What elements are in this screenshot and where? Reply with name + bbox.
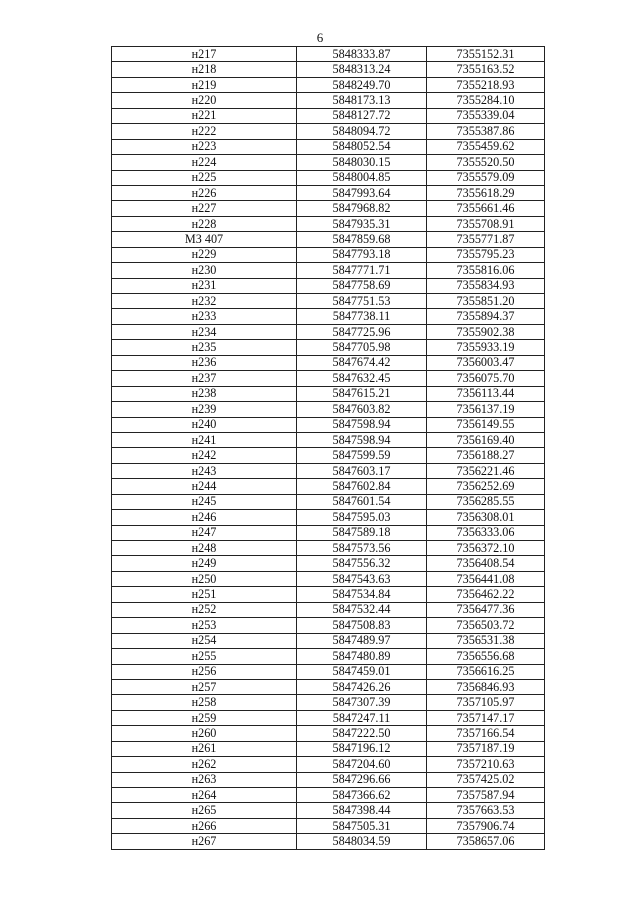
- point-id-cell: н253: [112, 618, 297, 633]
- table-row: [112, 679, 545, 694]
- x-coordinate-cell: 5848094.72: [297, 124, 427, 139]
- x-coordinate-cell: 5847543.63: [297, 571, 427, 586]
- table-row: [112, 479, 545, 494]
- point-id-cell: н233: [112, 309, 297, 324]
- point-id-cell: н231: [112, 278, 297, 293]
- x-coordinate-cell: 5847993.64: [297, 185, 427, 200]
- x-coordinate-cell: 5847489.97: [297, 633, 427, 648]
- x-coordinate-cell: 5848333.87: [297, 47, 427, 62]
- x-coordinate-cell: 5847598.94: [297, 432, 427, 447]
- point-id-cell: н247: [112, 525, 297, 540]
- point-id-cell: н223: [112, 139, 297, 154]
- x-coordinate-cell: 5848004.85: [297, 170, 427, 185]
- x-coordinate-cell: 5847603.17: [297, 463, 427, 478]
- table-row: [112, 448, 545, 463]
- point-id-cell: н256: [112, 664, 297, 679]
- y-coordinate-cell: 7355520.50: [427, 155, 545, 170]
- table-row: [112, 803, 545, 818]
- table-row: [112, 185, 545, 200]
- x-coordinate-cell: 5847196.12: [297, 741, 427, 756]
- point-id-cell: н239: [112, 402, 297, 417]
- table-row: [112, 726, 545, 741]
- table-row: [112, 695, 545, 710]
- table-row: [112, 216, 545, 231]
- point-id-cell: МЗ 407: [112, 232, 297, 247]
- point-id-cell: н218: [112, 62, 297, 77]
- point-id-cell: н227: [112, 201, 297, 216]
- y-coordinate-cell: 7355661.46: [427, 201, 545, 216]
- x-coordinate-cell: 5847968.82: [297, 201, 427, 216]
- y-coordinate-cell: 7356531.38: [427, 633, 545, 648]
- coordinates-table: [111, 46, 545, 850]
- table-row: [112, 417, 545, 432]
- table-row: [112, 139, 545, 154]
- point-id-cell: н248: [112, 541, 297, 556]
- x-coordinate-cell: 5848249.70: [297, 77, 427, 92]
- point-id-cell: н265: [112, 803, 297, 818]
- table-row: [112, 649, 545, 664]
- x-coordinate-cell: 5847751.53: [297, 294, 427, 309]
- table-row: [112, 355, 545, 370]
- x-coordinate-cell: 5847935.31: [297, 216, 427, 231]
- point-id-cell: н232: [112, 294, 297, 309]
- x-coordinate-cell: 5848030.15: [297, 155, 427, 170]
- y-coordinate-cell: 7355163.52: [427, 62, 545, 77]
- y-coordinate-cell: 7356462.22: [427, 587, 545, 602]
- y-coordinate-cell: 7357147.17: [427, 710, 545, 725]
- y-coordinate-cell: 7355894.37: [427, 309, 545, 324]
- y-coordinate-cell: 7355816.06: [427, 263, 545, 278]
- x-coordinate-cell: 5848127.72: [297, 108, 427, 123]
- x-coordinate-cell: 5847601.54: [297, 494, 427, 509]
- point-id-cell: н226: [112, 185, 297, 200]
- table-row: [112, 741, 545, 756]
- point-id-cell: н240: [112, 417, 297, 432]
- y-coordinate-cell: 7355284.10: [427, 93, 545, 108]
- x-coordinate-cell: 5847598.94: [297, 417, 427, 432]
- y-coordinate-cell: 7357587.94: [427, 788, 545, 803]
- point-id-cell: н264: [112, 788, 297, 803]
- y-coordinate-cell: 7355459.62: [427, 139, 545, 154]
- table-row: [112, 710, 545, 725]
- y-coordinate-cell: 7356556.68: [427, 649, 545, 664]
- y-coordinate-cell: 7355152.31: [427, 47, 545, 62]
- table-row: [112, 571, 545, 586]
- y-coordinate-cell: 7356477.36: [427, 602, 545, 617]
- point-id-cell: н266: [112, 818, 297, 833]
- x-coordinate-cell: 5847771.71: [297, 263, 427, 278]
- table-row: [112, 62, 545, 77]
- y-coordinate-cell: 7356616.25: [427, 664, 545, 679]
- x-coordinate-cell: 5848313.24: [297, 62, 427, 77]
- x-coordinate-cell: 5847793.18: [297, 247, 427, 262]
- table-row: [112, 47, 545, 62]
- point-id-cell: н246: [112, 510, 297, 525]
- table-row: [112, 618, 545, 633]
- x-coordinate-cell: 5847426.26: [297, 679, 427, 694]
- point-id-cell: н224: [112, 155, 297, 170]
- y-coordinate-cell: 7356137.19: [427, 402, 545, 417]
- y-coordinate-cell: 7356308.01: [427, 510, 545, 525]
- y-coordinate-cell: 7355851.20: [427, 294, 545, 309]
- table-row: [112, 386, 545, 401]
- table-row: [112, 93, 545, 108]
- y-coordinate-cell: 7357425.02: [427, 772, 545, 787]
- point-id-cell: н254: [112, 633, 297, 648]
- coordinates-table-body: [112, 47, 545, 850]
- point-id-cell: н262: [112, 757, 297, 772]
- y-coordinate-cell: 7356003.47: [427, 355, 545, 370]
- table-row: [112, 324, 545, 339]
- y-coordinate-cell: 7356503.72: [427, 618, 545, 633]
- y-coordinate-cell: 7356285.55: [427, 494, 545, 509]
- table-row: [112, 757, 545, 772]
- point-id-cell: н252: [112, 602, 297, 617]
- x-coordinate-cell: 5847222.50: [297, 726, 427, 741]
- table-row: [112, 124, 545, 139]
- point-id-cell: н217: [112, 47, 297, 62]
- x-coordinate-cell: 5847204.60: [297, 757, 427, 772]
- table-row: [112, 340, 545, 355]
- x-coordinate-cell: 5848052.54: [297, 139, 427, 154]
- y-coordinate-cell: 7355339.04: [427, 108, 545, 123]
- table-row: [112, 402, 545, 417]
- table-row: [112, 170, 545, 185]
- table-row: [112, 247, 545, 262]
- x-coordinate-cell: 5847632.45: [297, 371, 427, 386]
- x-coordinate-cell: 5847615.21: [297, 386, 427, 401]
- point-id-cell: н222: [112, 124, 297, 139]
- x-coordinate-cell: 5847534.84: [297, 587, 427, 602]
- y-coordinate-cell: 7355618.29: [427, 185, 545, 200]
- table-row: [112, 772, 545, 787]
- table-row: [112, 463, 545, 478]
- y-coordinate-cell: 7357166.54: [427, 726, 545, 741]
- table-row: [112, 263, 545, 278]
- x-coordinate-cell: 5847603.82: [297, 402, 427, 417]
- x-coordinate-cell: 5847505.31: [297, 818, 427, 833]
- point-id-cell: н230: [112, 263, 297, 278]
- y-coordinate-cell: 7355218.93: [427, 77, 545, 92]
- table-row: [112, 525, 545, 540]
- point-id-cell: н238: [112, 386, 297, 401]
- y-coordinate-cell: 7356221.46: [427, 463, 545, 478]
- table-row: [112, 309, 545, 324]
- y-coordinate-cell: 7357210.63: [427, 757, 545, 772]
- y-coordinate-cell: 7357105.97: [427, 695, 545, 710]
- y-coordinate-cell: 7357663.53: [427, 803, 545, 818]
- point-id-cell: н221: [112, 108, 297, 123]
- x-coordinate-cell: 5848034.59: [297, 834, 427, 849]
- y-coordinate-cell: 7355795.23: [427, 247, 545, 262]
- x-coordinate-cell: 5847459.01: [297, 664, 427, 679]
- x-coordinate-cell: 5847738.11: [297, 309, 427, 324]
- y-coordinate-cell: 7355708.91: [427, 216, 545, 231]
- point-id-cell: н261: [112, 741, 297, 756]
- y-coordinate-cell: 7358657.06: [427, 834, 545, 849]
- y-coordinate-cell: 7356113.44: [427, 386, 545, 401]
- y-coordinate-cell: 7355771.87: [427, 232, 545, 247]
- table-row: [112, 232, 545, 247]
- point-id-cell: н259: [112, 710, 297, 725]
- point-id-cell: н244: [112, 479, 297, 494]
- point-id-cell: н237: [112, 371, 297, 386]
- y-coordinate-cell: 7355834.93: [427, 278, 545, 293]
- point-id-cell: н245: [112, 494, 297, 509]
- x-coordinate-cell: 5847859.68: [297, 232, 427, 247]
- y-coordinate-cell: 7356408.54: [427, 556, 545, 571]
- x-coordinate-cell: 5847573.56: [297, 541, 427, 556]
- point-id-cell: н249: [112, 556, 297, 571]
- point-id-cell: н250: [112, 571, 297, 586]
- point-id-cell: н220: [112, 93, 297, 108]
- table-row: [112, 602, 545, 617]
- table-row: [112, 818, 545, 833]
- point-id-cell: н234: [112, 324, 297, 339]
- table-row: [112, 494, 545, 509]
- x-coordinate-cell: 5847556.32: [297, 556, 427, 571]
- y-coordinate-cell: 7356252.69: [427, 479, 545, 494]
- y-coordinate-cell: 7357906.74: [427, 818, 545, 833]
- table-row: [112, 432, 545, 447]
- point-id-cell: н251: [112, 587, 297, 602]
- x-coordinate-cell: 5847296.66: [297, 772, 427, 787]
- point-id-cell: н242: [112, 448, 297, 463]
- y-coordinate-cell: 7356333.06: [427, 525, 545, 540]
- point-id-cell: н219: [112, 77, 297, 92]
- point-id-cell: н225: [112, 170, 297, 185]
- table-row: [112, 556, 545, 571]
- point-id-cell: н260: [112, 726, 297, 741]
- table-row: [112, 788, 545, 803]
- table-row: [112, 541, 545, 556]
- x-coordinate-cell: 5847366.62: [297, 788, 427, 803]
- table-row: [112, 294, 545, 309]
- point-id-cell: н236: [112, 355, 297, 370]
- point-id-cell: н257: [112, 679, 297, 694]
- x-coordinate-cell: 5847247.11: [297, 710, 427, 725]
- y-coordinate-cell: 7356441.08: [427, 571, 545, 586]
- x-coordinate-cell: 5848173.13: [297, 93, 427, 108]
- y-coordinate-cell: 7357187.19: [427, 741, 545, 756]
- point-id-cell: н263: [112, 772, 297, 787]
- x-coordinate-cell: 5847398.44: [297, 803, 427, 818]
- table-row: [112, 510, 545, 525]
- x-coordinate-cell: 5847674.42: [297, 355, 427, 370]
- y-coordinate-cell: 7356846.93: [427, 679, 545, 694]
- x-coordinate-cell: 5847758.69: [297, 278, 427, 293]
- y-coordinate-cell: 7356169.40: [427, 432, 545, 447]
- page-number: 6: [316, 30, 324, 45]
- y-coordinate-cell: 7355902.38: [427, 324, 545, 339]
- table-row: [112, 77, 545, 92]
- y-coordinate-cell: 7356075.70: [427, 371, 545, 386]
- point-id-cell: н243: [112, 463, 297, 478]
- x-coordinate-cell: 5847725.96: [297, 324, 427, 339]
- x-coordinate-cell: 5847602.84: [297, 479, 427, 494]
- point-id-cell: н255: [112, 649, 297, 664]
- y-coordinate-cell: 7356372.10: [427, 541, 545, 556]
- table-row: [112, 371, 545, 386]
- point-id-cell: н267: [112, 834, 297, 849]
- table-row: [112, 664, 545, 679]
- point-id-cell: н228: [112, 216, 297, 231]
- table-row: [112, 834, 545, 849]
- y-coordinate-cell: 7356149.55: [427, 417, 545, 432]
- x-coordinate-cell: 5847705.98: [297, 340, 427, 355]
- x-coordinate-cell: 5847532.44: [297, 602, 427, 617]
- x-coordinate-cell: 5847307.39: [297, 695, 427, 710]
- y-coordinate-cell: 7356188.27: [427, 448, 545, 463]
- x-coordinate-cell: 5847589.18: [297, 525, 427, 540]
- x-coordinate-cell: 5847480.89: [297, 649, 427, 664]
- table-row: [112, 587, 545, 602]
- point-id-cell: н235: [112, 340, 297, 355]
- table-row: [112, 201, 545, 216]
- y-coordinate-cell: 7355387.86: [427, 124, 545, 139]
- table-row: [112, 108, 545, 123]
- point-id-cell: н258: [112, 695, 297, 710]
- y-coordinate-cell: 7355579.09: [427, 170, 545, 185]
- x-coordinate-cell: 5847508.83: [297, 618, 427, 633]
- point-id-cell: н229: [112, 247, 297, 262]
- table-row: [112, 155, 545, 170]
- table-row: [112, 633, 545, 648]
- x-coordinate-cell: 5847599.59: [297, 448, 427, 463]
- point-id-cell: н241: [112, 432, 297, 447]
- y-coordinate-cell: 7355933.19: [427, 340, 545, 355]
- x-coordinate-cell: 5847595.03: [297, 510, 427, 525]
- table-row: [112, 278, 545, 293]
